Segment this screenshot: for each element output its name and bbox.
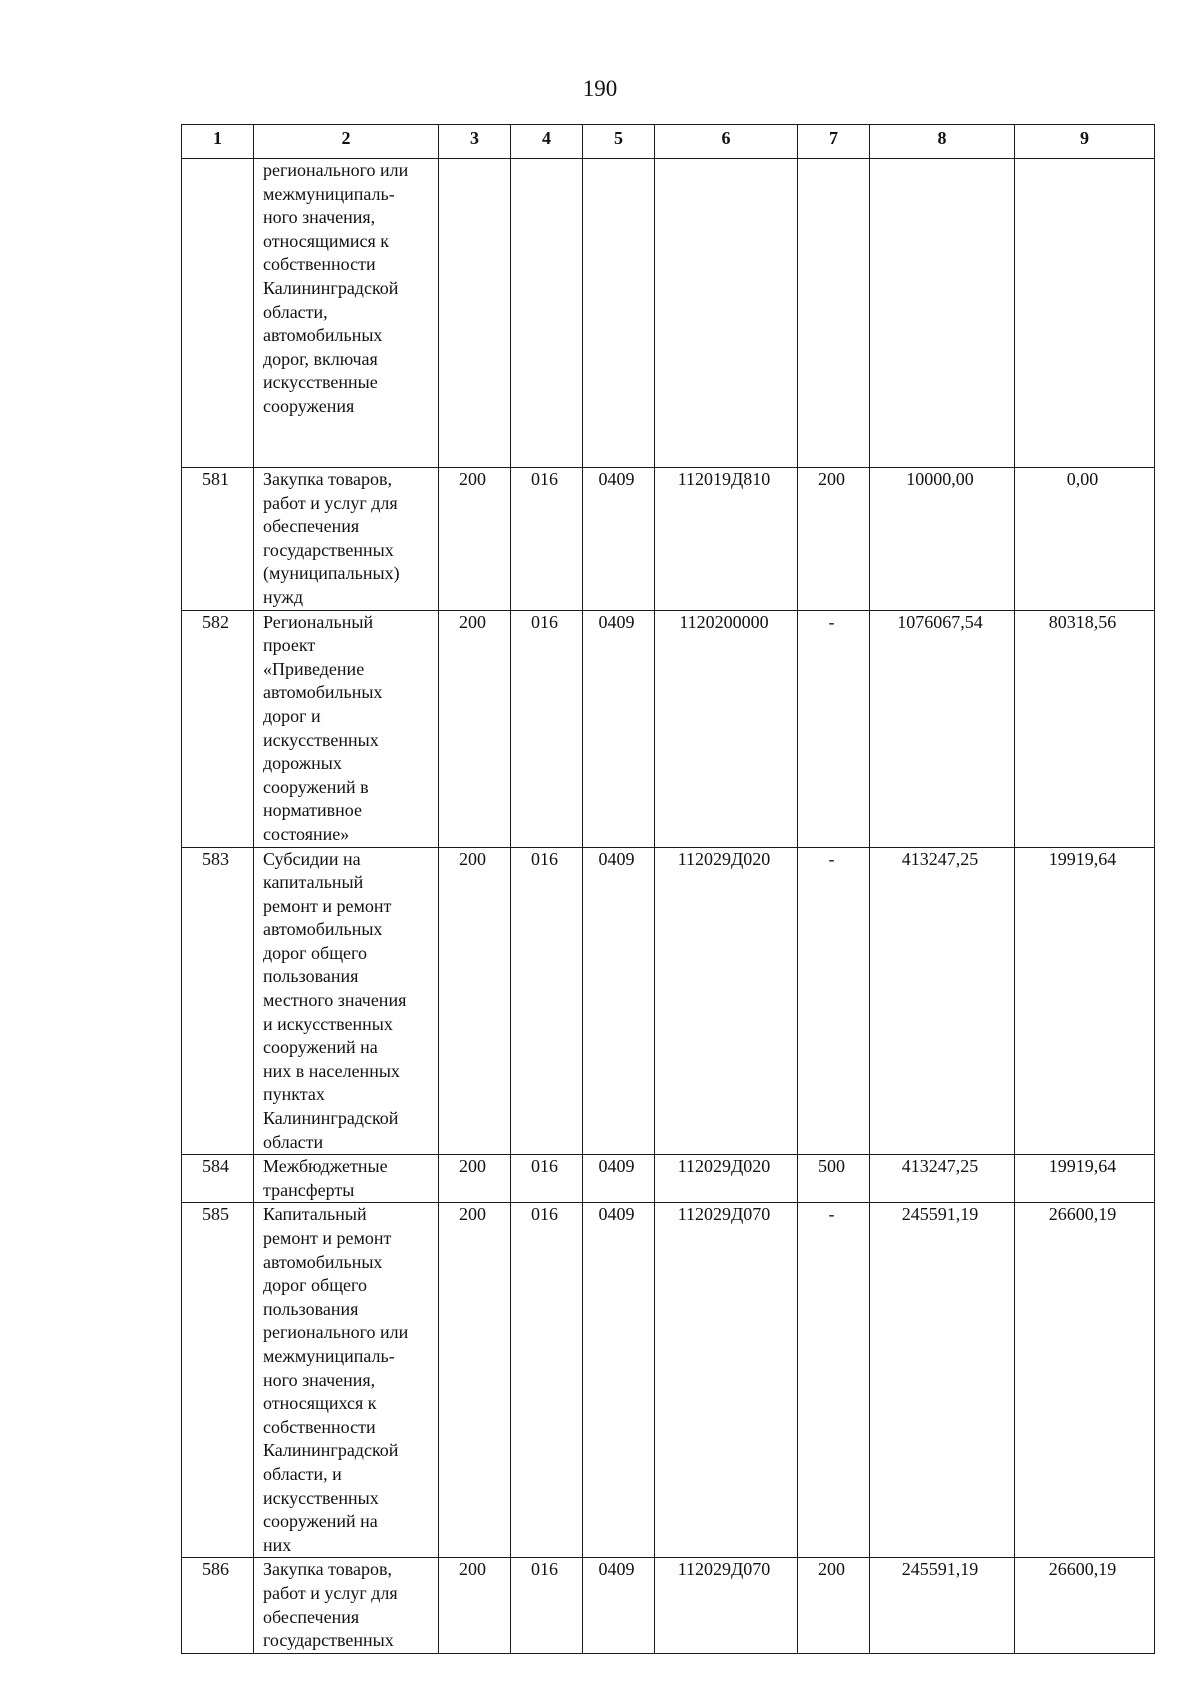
target-article-cell: 112029Д020 bbox=[655, 847, 798, 1155]
row-number-cell: 586 bbox=[182, 1558, 254, 1653]
item-name-line: Калининградской bbox=[263, 1440, 399, 1461]
item-name-line: (муниципальных) bbox=[263, 563, 400, 584]
expense-type-cell: - bbox=[798, 610, 870, 847]
amount-cell-col9: 80318,56 bbox=[1015, 610, 1155, 847]
item-name-line: собственности bbox=[263, 1416, 376, 1437]
code-cell-col3: 200 bbox=[439, 847, 511, 1155]
item-name-line: ного значения, bbox=[263, 1369, 376, 1390]
item-name-line: Капитальный bbox=[263, 1204, 367, 1225]
table-row bbox=[182, 468, 1155, 611]
item-name-line: проект bbox=[263, 635, 316, 656]
item-name-line: автомобильных bbox=[263, 1251, 383, 1272]
row-number-cell: 585 bbox=[182, 1203, 254, 1558]
column-header: 3 bbox=[439, 125, 511, 159]
amount-cell-col9: 19919,64 bbox=[1015, 1155, 1155, 1203]
amount-cell-col9: 26600,19 bbox=[1015, 1558, 1155, 1653]
item-name-line: состояние» bbox=[263, 823, 350, 844]
amount-cell-col8: 245591,19 bbox=[870, 1203, 1015, 1558]
code-cell-col3: 200 bbox=[439, 1203, 511, 1558]
target-article-cell: 112029Д070 bbox=[655, 1203, 798, 1558]
section-code-cell: 0409 bbox=[583, 1558, 655, 1653]
section-code-cell bbox=[583, 159, 655, 468]
row-number-cell bbox=[182, 159, 254, 468]
item-name-cell bbox=[254, 610, 439, 847]
item-name-line: искусственных bbox=[263, 1487, 379, 1508]
item-name-line: Межбюджетные bbox=[263, 1156, 388, 1177]
item-name-line: работ и услуг для bbox=[263, 1582, 398, 1603]
code-cell-col3: 200 bbox=[439, 468, 511, 611]
item-name-line: нужд bbox=[263, 586, 303, 607]
expense-type-cell: 200 bbox=[798, 1558, 870, 1653]
item-name-line: ремонт и ремонт bbox=[263, 1228, 392, 1248]
item-name-line: дорог общего bbox=[263, 1275, 367, 1296]
section-code-cell: 0409 bbox=[583, 1155, 655, 1203]
table-row bbox=[182, 1203, 1155, 1558]
item-name-line: регионального или bbox=[263, 1322, 409, 1343]
target-article-cell: 112029Д020 bbox=[655, 1155, 798, 1203]
expense-type-cell: - bbox=[798, 1203, 870, 1558]
item-name-line: работ и услуг для bbox=[263, 492, 398, 513]
item-name-line: автомобильных bbox=[263, 682, 383, 703]
code-cell-col4: 016 bbox=[511, 1203, 583, 1558]
item-name-line: и искусственных bbox=[263, 1013, 393, 1034]
column-header: 4 bbox=[511, 125, 583, 159]
item-name-line: сооружений в bbox=[263, 776, 369, 797]
item-name-line: межмуниципаль- bbox=[263, 1345, 395, 1366]
item-name-line: пользования bbox=[263, 966, 359, 987]
table-row bbox=[182, 159, 1155, 468]
item-name-line: собственности bbox=[263, 254, 376, 275]
item-name-line: относящимися к bbox=[263, 230, 390, 251]
amount-cell-col9: 26600,19 bbox=[1015, 1203, 1155, 1558]
item-name-line: них в населенных bbox=[263, 1060, 400, 1081]
item-name-line: автомобильных bbox=[263, 325, 383, 346]
item-name-cell bbox=[254, 1558, 439, 1653]
item-name-line: государственных bbox=[263, 1630, 394, 1651]
section-code-cell: 0409 bbox=[583, 610, 655, 847]
item-name-line: ремонт и ремонт bbox=[263, 895, 392, 916]
item-name-cell bbox=[254, 847, 439, 1155]
table-row bbox=[182, 847, 1155, 1155]
target-article-cell: 112019Д810 bbox=[655, 468, 798, 611]
item-name-line: дорог и bbox=[263, 705, 321, 726]
column-header: 7 bbox=[798, 125, 870, 159]
item-name-line: области, bbox=[263, 301, 328, 322]
code-cell-col4: 016 bbox=[511, 1155, 583, 1203]
table-header-row bbox=[182, 125, 1155, 159]
table-row bbox=[182, 1558, 1155, 1653]
column-header: 9 bbox=[1015, 125, 1155, 159]
item-name-line: «Приведение bbox=[263, 658, 365, 679]
row-number-cell: 583 bbox=[182, 847, 254, 1155]
item-name-line: Калининградской bbox=[263, 277, 399, 298]
item-name-line: искусственные bbox=[263, 372, 378, 393]
item-name-line: относящихся к bbox=[263, 1393, 377, 1414]
item-name-cell bbox=[254, 159, 439, 468]
row-number-cell: 584 bbox=[182, 1155, 254, 1203]
code-cell-col3 bbox=[439, 159, 511, 468]
item-name-line: Субсидии на bbox=[263, 848, 361, 869]
target-article-cell: 112029Д070 bbox=[655, 1558, 798, 1653]
code-cell-col3: 200 bbox=[439, 610, 511, 847]
item-name-line: сооружений на bbox=[263, 1037, 378, 1058]
row-number-cell: 581 bbox=[182, 468, 254, 611]
item-name-line: капитальный bbox=[263, 872, 364, 893]
item-name-line: трансферты bbox=[263, 1179, 355, 1200]
item-name-line: Закупка товаров, bbox=[263, 1559, 392, 1580]
section-code-cell: 0409 bbox=[583, 847, 655, 1155]
code-cell-col3: 200 bbox=[439, 1155, 511, 1203]
table-row bbox=[182, 1155, 1155, 1203]
item-name-line: области bbox=[263, 1131, 324, 1152]
column-header: 1 bbox=[182, 125, 254, 159]
table-row bbox=[182, 610, 1155, 847]
expense-type-cell bbox=[798, 159, 870, 468]
item-name-cell bbox=[254, 468, 439, 611]
column-header: 8 bbox=[870, 125, 1015, 159]
amount-cell-col9: 19919,64 bbox=[1015, 847, 1155, 1155]
code-cell-col4 bbox=[511, 159, 583, 468]
item-name-line: регионального или bbox=[263, 160, 409, 180]
amount-cell-col8: 1076067,54 bbox=[870, 610, 1015, 847]
item-name-line: дорожных bbox=[263, 753, 342, 774]
column-header: 2 bbox=[254, 125, 439, 159]
amount-cell-col8 bbox=[870, 159, 1015, 468]
item-name-line: межмуниципаль- bbox=[263, 183, 395, 204]
item-name-line: ного значения, bbox=[263, 207, 376, 228]
item-name-line: обеспечения bbox=[263, 516, 360, 537]
expense-type-cell: - bbox=[798, 847, 870, 1155]
amount-cell-col8: 245591,19 bbox=[870, 1558, 1015, 1653]
amount-cell-col8: 10000,00 bbox=[870, 468, 1015, 611]
item-name-line: них bbox=[263, 1534, 292, 1555]
section-code-cell: 0409 bbox=[583, 1203, 655, 1558]
table-body bbox=[182, 159, 1155, 1654]
column-header: 6 bbox=[655, 125, 798, 159]
section-code-cell: 0409 bbox=[583, 468, 655, 611]
amount-cell-col8: 413247,25 bbox=[870, 1155, 1015, 1203]
item-name-line: сооружений на bbox=[263, 1511, 378, 1532]
target-article-cell: 1120200000 bbox=[655, 610, 798, 847]
amount-cell-col9: 0,00 bbox=[1015, 468, 1155, 611]
item-name-line: пунктах bbox=[263, 1084, 325, 1105]
amount-cell-col9 bbox=[1015, 159, 1155, 468]
code-cell-col4: 016 bbox=[511, 847, 583, 1155]
item-name-line: пользования bbox=[263, 1298, 359, 1319]
item-name-cell bbox=[254, 1155, 439, 1203]
item-name-line: дорог общего bbox=[263, 942, 367, 963]
item-name-line: искусственных bbox=[263, 729, 379, 750]
row-number-cell: 582 bbox=[182, 610, 254, 847]
item-name-line: области, и bbox=[263, 1463, 342, 1484]
item-name-line: государственных bbox=[263, 539, 394, 560]
item-name-line: нормативное bbox=[263, 800, 362, 821]
code-cell-col4: 016 bbox=[511, 468, 583, 611]
item-name-line: Закупка товаров, bbox=[263, 469, 392, 489]
item-name-line: Калининградской bbox=[263, 1108, 399, 1129]
code-cell-col4: 016 bbox=[511, 1558, 583, 1653]
item-name-line: обеспечения bbox=[263, 1606, 360, 1627]
item-name-line: дорог, включая bbox=[263, 348, 378, 369]
amount-cell-col8: 413247,25 bbox=[870, 847, 1015, 1155]
item-name-line: Региональный bbox=[263, 611, 374, 632]
item-name-cell bbox=[254, 1203, 439, 1558]
expense-type-cell: 500 bbox=[798, 1155, 870, 1203]
code-cell-col3: 200 bbox=[439, 1558, 511, 1653]
page-number: 190 bbox=[582, 76, 618, 101]
column-header: 5 bbox=[583, 125, 655, 159]
item-name-line: сооружения bbox=[263, 395, 355, 416]
target-article-cell bbox=[655, 159, 798, 468]
expense-type-cell: 200 bbox=[798, 468, 870, 611]
item-name-line: автомобильных bbox=[263, 919, 383, 940]
item-name-line: местного значения bbox=[263, 990, 407, 1011]
code-cell-col4: 016 bbox=[511, 610, 583, 847]
budget-table bbox=[181, 124, 1155, 1654]
